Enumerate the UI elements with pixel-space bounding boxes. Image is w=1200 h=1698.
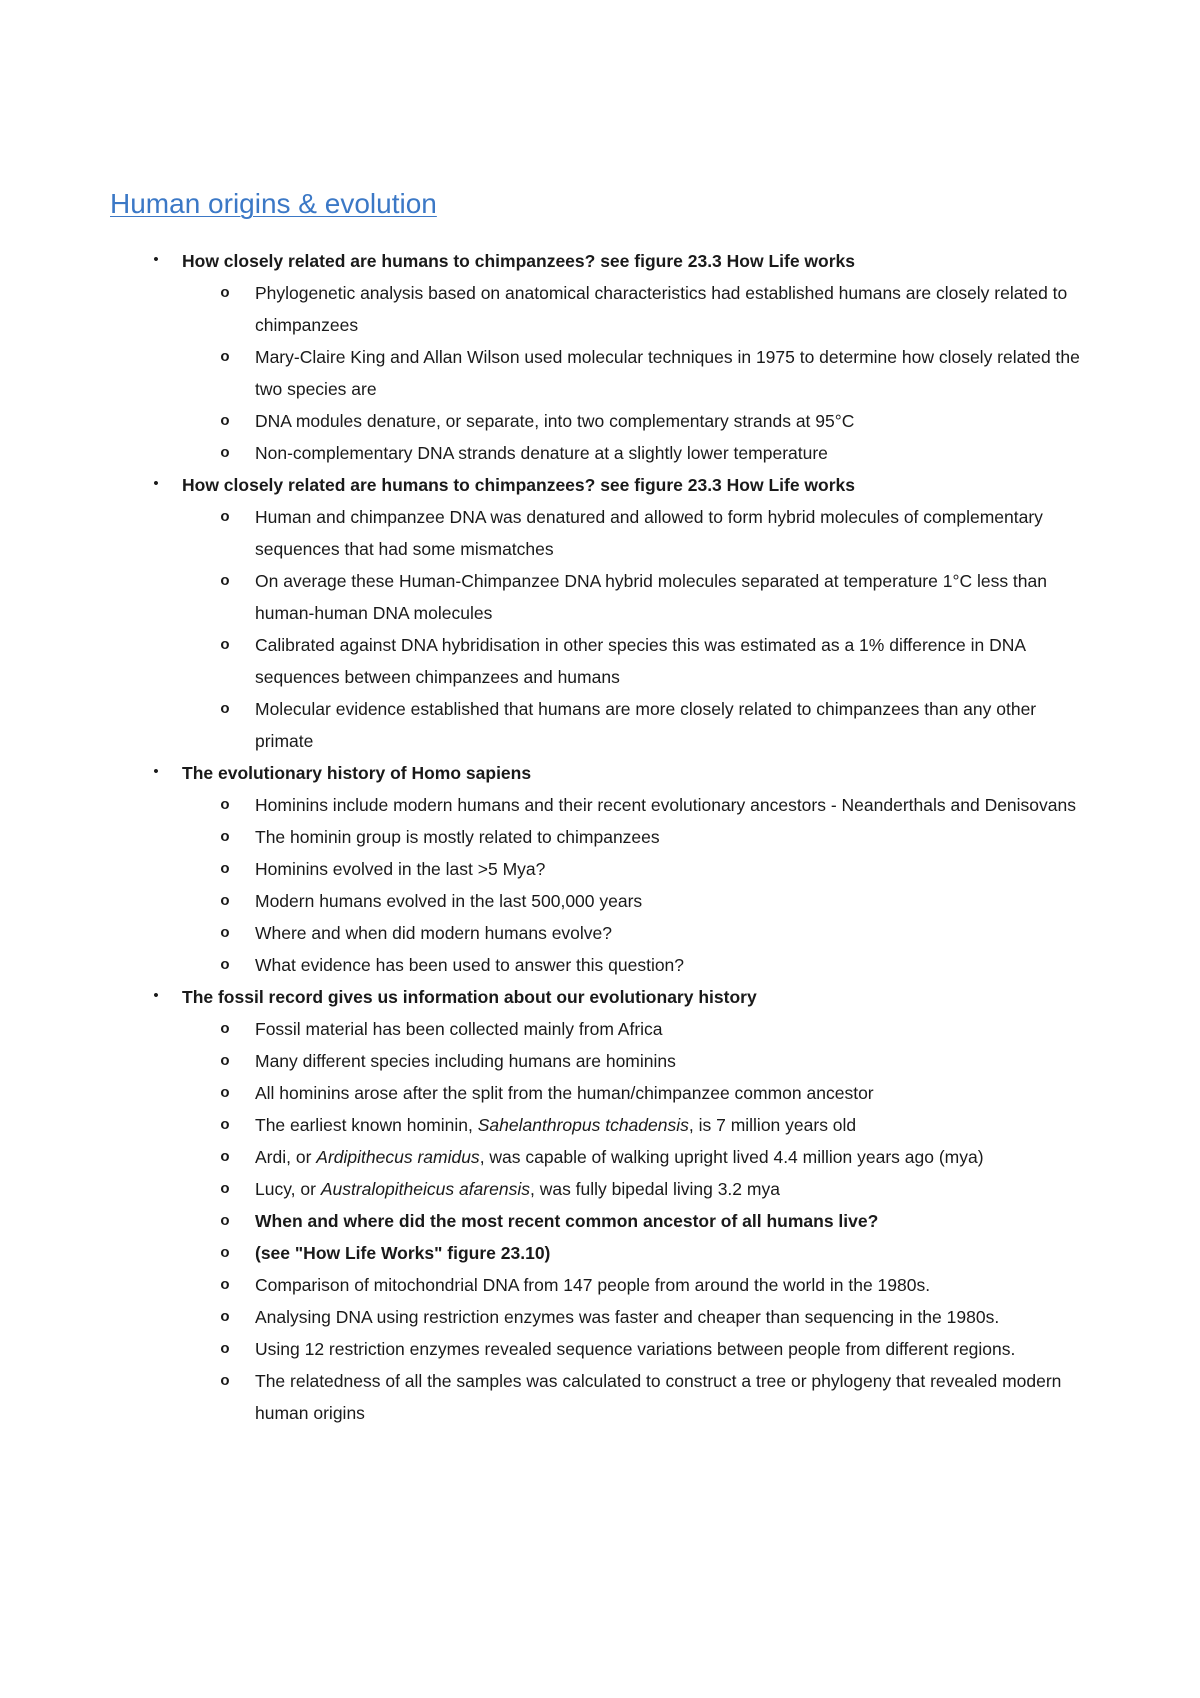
list-item-text-post: , was fully bipedal living 3.2 mya bbox=[529, 1179, 780, 1199]
list-item bbox=[0, 917, 1085, 949]
list-item bbox=[0, 1013, 1085, 1045]
list-item bbox=[0, 1109, 1085, 1141]
list-item-text: Using 12 restriction enzymes revealed sequence variations between people from different regions. bbox=[255, 1339, 1016, 1359]
list-item-text: Where and when did modern humans evolve? bbox=[255, 923, 613, 943]
list-item-text: Analysing DNA using restriction enzymes was faster and cheaper than sequencing in the 1980s. bbox=[255, 1307, 1000, 1327]
sub-bullet-icon: o bbox=[220, 1148, 230, 1165]
list-item-bold bbox=[0, 1237, 1085, 1269]
list-item-bold bbox=[0, 1205, 1085, 1237]
list-item-text-pre: Ardi, or bbox=[255, 1147, 317, 1167]
bullet-icon: • bbox=[153, 251, 159, 268]
list-item bbox=[0, 1173, 1085, 1205]
list-item-text: Hominins evolved in the last >5 Mya? bbox=[255, 859, 546, 879]
sub-bullet-icon: o bbox=[220, 284, 230, 301]
list-item-text: Calibrated against DNA hybridisation in other species this was estimated as a 1% difference in DNA sequences between chimpanzees and humans bbox=[255, 635, 1026, 687]
sub-bullet-icon: o bbox=[220, 1308, 230, 1325]
sub-bullet-icon: o bbox=[220, 412, 230, 429]
species-name: Australopitheicus afarensis bbox=[320, 1179, 530, 1199]
list-item-text: (see "How Life Works" figure 23.10) bbox=[255, 1243, 551, 1263]
list-item bbox=[0, 341, 1085, 405]
sub-bullet-icon: o bbox=[220, 1180, 230, 1197]
list-item bbox=[0, 1269, 1085, 1301]
list-item-text: The hominin group is mostly related to chimpanzees bbox=[255, 827, 660, 847]
sub-bullet-icon: o bbox=[220, 572, 230, 589]
list-item-text: Non-complementary DNA strands denature at a slightly lower temperature bbox=[255, 443, 828, 463]
species-name: Sahelanthropus tchadensis bbox=[477, 1115, 689, 1135]
list-item bbox=[0, 1141, 1085, 1173]
list-item-text: Phylogenetic analysis based on anatomical characteristics had established humans are closely related to chimpanzees bbox=[255, 283, 1068, 335]
sub-bullet-icon: o bbox=[220, 1020, 230, 1037]
list-item-text: Hominins include modern humans and their recent evolutionary ancestors - Neanderthals and Denisovans bbox=[255, 795, 1077, 815]
list-item-text: Modern humans evolved in the last 500,000 years bbox=[255, 891, 643, 911]
sub-bullet-icon: o bbox=[220, 508, 230, 525]
list-item bbox=[0, 693, 1085, 757]
section-heading bbox=[0, 469, 1200, 501]
list-item-text: All hominins arose after the split from the human/chimpanzee common ancestor bbox=[255, 1083, 874, 1103]
list-item bbox=[0, 1077, 1085, 1109]
sub-bullet-icon: o bbox=[220, 348, 230, 365]
list-item bbox=[0, 789, 1085, 821]
list-item-text: Comparison of mitochondrial DNA from 147 people from around the world in the 1980s. bbox=[255, 1275, 931, 1295]
list-item bbox=[0, 1045, 1085, 1077]
sub-bullet-icon: o bbox=[220, 860, 230, 877]
list-item bbox=[0, 565, 1085, 629]
list-item-text: DNA modules denature, or separate, into two complementary strands at 95°C bbox=[255, 411, 855, 431]
list-item bbox=[0, 405, 1085, 437]
list-item-text: Mary-Claire King and Allan Wilson used molecular techniques in 1975 to determine how closely related the two species are bbox=[255, 347, 1080, 399]
sub-bullet-icon: o bbox=[220, 1116, 230, 1133]
list-item-text: When and where did the most recent common ancestor of all humans live? bbox=[255, 1211, 879, 1231]
list-item-text: What evidence has been used to answer this question? bbox=[255, 955, 685, 975]
list-item-text-post: , was capable of walking upright lived 4.4 million years ago (mya) bbox=[479, 1147, 984, 1167]
bullet-icon: • bbox=[153, 987, 159, 1004]
list-item bbox=[0, 1333, 1085, 1365]
list-item bbox=[0, 629, 1085, 693]
list-item-text-post: , is 7 million years old bbox=[688, 1115, 857, 1135]
list-item-text: On average these Human-Chimpanzee DNA hybrid molecules separated at temperature 1°C less than human-human DNA molecules bbox=[255, 571, 1047, 623]
list-item-text-pre: The earliest known hominin, bbox=[255, 1115, 478, 1135]
section-heading-text: How closely related are humans to chimpanzees? see figure 23.3 How Life works bbox=[182, 475, 855, 495]
sub-bullet-icon: o bbox=[220, 828, 230, 845]
sub-bullet-icon: o bbox=[220, 700, 230, 717]
sub-bullet-icon: o bbox=[220, 1244, 230, 1261]
list-item-text: Molecular evidence established that humans are more closely related to chimpanzees than any other primate bbox=[255, 699, 1037, 751]
sub-bullet-icon: o bbox=[220, 892, 230, 909]
sub-bullet-icon: o bbox=[220, 924, 230, 941]
notes-outline bbox=[0, 245, 1200, 1429]
section-heading bbox=[0, 981, 1200, 1013]
sub-bullet-icon: o bbox=[220, 1052, 230, 1069]
sub-bullet-icon: o bbox=[220, 1340, 230, 1357]
sub-bullet-icon: o bbox=[220, 796, 230, 813]
section-heading bbox=[0, 757, 1200, 789]
list-item-text-pre: Lucy, or bbox=[255, 1179, 321, 1199]
list-item-text: Human and chimpanzee DNA was denatured and allowed to form hybrid molecules of complementary sequences that had some mismatches bbox=[255, 507, 1043, 559]
sub-bullet-icon: o bbox=[220, 636, 230, 653]
sub-bullet-icon: o bbox=[220, 956, 230, 973]
section-heading-text: How closely related are humans to chimpanzees? see figure 23.3 How Life works bbox=[182, 251, 855, 271]
list-item bbox=[0, 821, 1085, 853]
list-item-text: Fossil material has been collected mainly from Africa bbox=[255, 1019, 663, 1039]
sub-bullet-icon: o bbox=[220, 444, 230, 461]
list-item bbox=[0, 949, 1085, 981]
list-item bbox=[0, 885, 1085, 917]
species-name: Ardipithecus ramidus bbox=[316, 1147, 480, 1167]
sub-bullet-icon: o bbox=[220, 1276, 230, 1293]
section-heading bbox=[0, 245, 1200, 277]
list-item bbox=[0, 853, 1085, 885]
bullet-icon: • bbox=[153, 475, 159, 492]
list-item bbox=[0, 1365, 1085, 1429]
section-heading-text: The evolutionary history of Homo sapiens bbox=[182, 763, 532, 783]
list-item-text: Many different species including humans are hominins bbox=[255, 1051, 676, 1071]
bullet-icon: • bbox=[153, 763, 159, 780]
list-item bbox=[0, 277, 1085, 341]
list-item bbox=[0, 437, 1085, 469]
section-heading-text: The fossil record gives us information about our evolutionary history bbox=[182, 987, 757, 1007]
sub-bullet-icon: o bbox=[220, 1084, 230, 1101]
list-item-text: The relatedness of all the samples was calculated to construct a tree or phylogeny that revealed modern human origins bbox=[255, 1371, 1062, 1423]
sub-bullet-icon: o bbox=[220, 1212, 230, 1229]
list-item bbox=[0, 501, 1085, 565]
list-item bbox=[0, 1301, 1085, 1333]
document-title: Human origins & evolution bbox=[110, 188, 437, 219]
sub-bullet-icon: o bbox=[220, 1372, 230, 1389]
